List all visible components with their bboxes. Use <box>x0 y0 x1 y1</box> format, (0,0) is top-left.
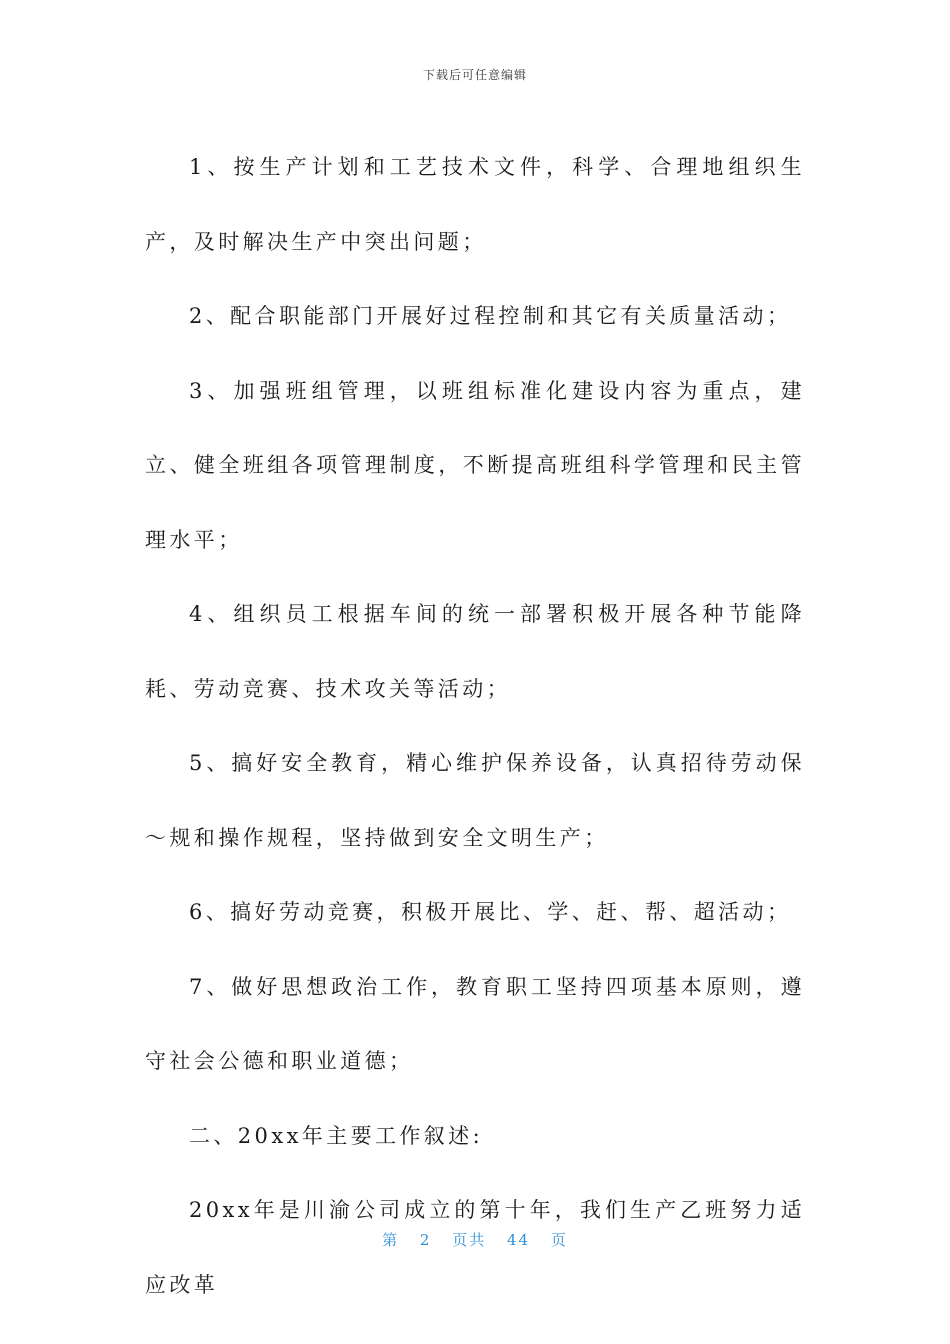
page-middle: 页共 <box>452 1231 487 1249</box>
paragraph-item-4: 4、组织员工根据车间的统一部署积极开展各种节能降耗、劳动竞赛、技术攻关等活动； <box>145 602 805 701</box>
section-heading: 二、20xx年主要工作叙述: <box>189 1123 484 1148</box>
paragraph-item-7: 7、做好思想政治工作，教育职工坚持四项基本原则，遵守社会公德和职业道德； <box>145 974 805 1073</box>
header-note: 下载后可任意编辑 <box>422 68 527 82</box>
paragraph-item-6: 6、搞好劳动竞赛，积极开展比、学、赶、帮、超活动； <box>189 900 792 924</box>
page-prefix: 第 <box>382 1231 400 1249</box>
document-body <box>145 130 805 1322</box>
paragraph-item-3: 3、加强班组管理，以班组标准化建设内容为重点，建立、健全班组各项管理制度，不断提高班组科学管理和民主管理水平； <box>145 378 805 552</box>
paragraph-item-1: 1、按生产计划和工艺技术文件，科学、合理地组织生产，及时解决生产中突出问题； <box>145 155 805 254</box>
page-footer <box>0 1229 950 1250</box>
current-page-number: 2 <box>419 1231 432 1249</box>
paragraph-item-2: 2、配合职能部门开展好过程控制和其它有关质量活动； <box>189 304 792 328</box>
page-suffix: 页 <box>550 1231 568 1249</box>
paragraph-item-5: 5、搞好安全教育，精心维护保养设备，认真招待劳动保～规和操作规程，坚持做到安全文明生产； <box>145 751 805 850</box>
total-pages-number: 44 <box>507 1231 531 1249</box>
paragraph-intro: 20xx年是川渝公司成立的第十年，我们生产乙班努力适应改革 <box>145 1198 805 1297</box>
